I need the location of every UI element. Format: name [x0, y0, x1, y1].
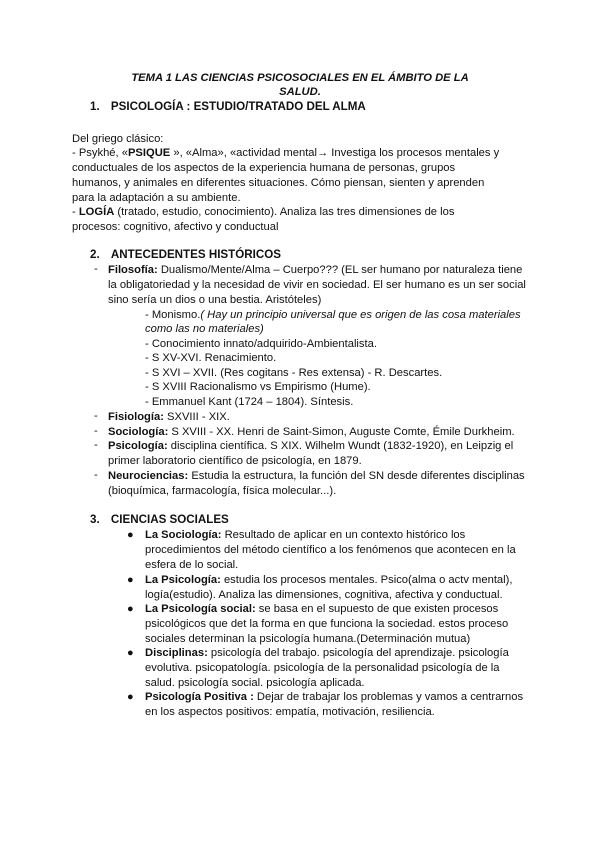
psicologia-social-item-line-2: psicológicos que det la forma en que funciona la sociedad. estos proceso: [145, 618, 509, 630]
sub-item: - Conocimiento innato/adquirido-Ambientalista.: [145, 338, 377, 350]
sociologia-item-label: La Sociología:: [145, 529, 222, 541]
title-line-2: SALUD.: [279, 86, 321, 98]
section-3-heading: [90, 513, 229, 526]
sub-item: - Emmanuel Kant (1724 – 1804). Síntesis.: [145, 396, 354, 408]
section-1-psique-line: [72, 146, 499, 160]
psique-bold: PSIQUE: [127, 147, 171, 159]
filosofia-line-3: sino sería un dios o una bestia. Aristóteles): [108, 294, 322, 306]
document-title-cont: [0, 86, 600, 98]
neuro-text: Estudia la estructura, la función del SN desde diferentes disciplinas: [188, 470, 525, 482]
psicologia-item-line-1: [145, 573, 512, 587]
psicologia-label: Psicología:: [108, 440, 168, 452]
fisiologia-dash: -: [94, 410, 98, 422]
title-line-1: TEMA 1 LAS CIENCIAS PSICOSOCIALES EN EL ÁMBITO DE LA: [131, 72, 469, 84]
sociologia-label: Sociología:: [108, 426, 169, 438]
sociologia-text: S XVIII - XX. Henri de Saint-Simon, Auguste Comte, Émile Durkheim.: [168, 426, 515, 438]
bullet-dot: ●: [127, 647, 134, 659]
psique-prefix: - Psykhé, «: [72, 147, 128, 159]
section-1-number: 1.: [90, 100, 100, 113]
section-1-line-5: para la adaptación a su ambiente.: [72, 192, 241, 204]
positiva-item-line-1: [145, 690, 523, 704]
section-1-intro: Del griego clásico:: [72, 133, 164, 145]
psicologia-social-item-label: La Psicología social:: [145, 603, 256, 615]
document-title: [0, 72, 600, 84]
psicologia-item-text: estudia los procesos mentales. Psico(alma o actv mental),: [220, 574, 513, 586]
monismo-label: - Monismo.: [145, 309, 201, 321]
psicologia-text: disciplina científica. S XIX. Wilhelm Wundt (1832-1920), en Leipzig el: [167, 440, 514, 452]
logia-prefix: -: [72, 206, 79, 218]
section-1-logia-line: [72, 205, 454, 219]
section-2-title: ANTECEDENTES HISTÓRICOS: [110, 248, 281, 261]
sociologia-item-line-3: esfera de lo social.: [145, 559, 239, 571]
filosofia-label: Filosofía:: [108, 264, 158, 276]
fisiologia-label: Fisiología:: [108, 411, 164, 423]
monismo-note-line-2: como las no materiales): [145, 323, 264, 335]
psicologia-item-label: La Psicología:: [145, 574, 221, 586]
filosofia-text: Dualismo/Mente/Alma – Cuerpo??? (EL ser humano por naturaleza tiene: [157, 264, 523, 276]
sociologia-item-line-2: procedimientos del método científico a los fenómenos que acontecen en la: [145, 544, 516, 556]
section-1-heading: [90, 100, 366, 113]
section-1-line-7: procesos: cognitivo, afectivo y conductual: [72, 221, 279, 233]
bullet-dot: ●: [127, 574, 134, 586]
psique-rest: », «Alma», «actividad mental→ Investiga los procesos mentales y: [170, 147, 500, 159]
logia-rest: (tratado, estudio, conocimiento). Analiza las tres dimensiones de los: [114, 206, 455, 218]
monismo-note: ( Hay un principio universal que es origen de las cosa materiales: [200, 309, 521, 321]
psicologia-social-item-text: se basa en el supuesto de que existen procesos: [255, 603, 499, 615]
section-3-number: 3.: [90, 513, 100, 526]
filosofia-line-1: [108, 263, 522, 277]
sociologia-dash: -: [94, 425, 98, 437]
section-2-number: 2.: [90, 248, 100, 261]
sociologia-item-text: Resultado de aplicar en un contexto histórico los: [221, 529, 466, 541]
sub-item: - S XV-XVI. Renacimiento.: [145, 352, 277, 364]
psicologia-dash: -: [94, 439, 98, 451]
monismo-line: [145, 308, 521, 322]
neuro-line-2: (bioquímica, farmacología, física molecular...).: [108, 485, 337, 497]
filosofia-dash: -: [94, 263, 98, 275]
disciplinas-item-text: psicología del trabajo. psicología del aprendizaje. psicología: [207, 647, 509, 659]
sub-item: - S XVI – XVII. (Res cogitans - Res extensa) - R. Descartes.: [145, 367, 443, 379]
sub-item: - S XVIII Racionalismo vs Empirismo (Hume).: [145, 381, 371, 393]
neuro-dash: -: [94, 469, 98, 481]
disciplinas-item-line-3: salud. psicología social. psicología aplicada.: [145, 677, 365, 689]
psicologia-social-item-line-3: sociales determinan la psicología humana.(Determinación mutua): [145, 633, 471, 645]
sociologia-item-line-1: [145, 528, 465, 542]
disciplinas-item-line-2: evolutiva. psicopatología. psicología de la personalidad psicología de la: [145, 662, 500, 674]
fisiologia-line: [108, 410, 230, 424]
neuro-label: Neurociencias:: [108, 470, 189, 482]
section-1-line-3: conductuales de los aspectos de la experiencia humana de personas, grupos: [72, 162, 456, 174]
psicologia-social-item-line-1: [145, 602, 498, 616]
section-2-heading: [90, 248, 281, 261]
positiva-item-text: Dejar de trabajar los problemas y vamos a centrarnos: [253, 691, 524, 703]
section-1-line-4: humanos, y animales en diferentes situaciones. Cómo piensan, sienten y aprenden: [72, 177, 485, 189]
positiva-item-label: Psicología Positiva :: [145, 691, 254, 703]
bullet-dot: ●: [127, 691, 134, 703]
psicologia-item-line-2: logía(estudio). Analiza las dimensiones, cognitiva, afectiva y conductual.: [145, 589, 503, 601]
disciplinas-item-label: Disciplinas:: [145, 647, 208, 659]
psicologia-line-1: [108, 439, 513, 453]
logia-bold: LOGÍA: [78, 206, 115, 218]
section-3-title: CIENCIAS SOCIALES: [110, 513, 229, 526]
bullet-dot: ●: [127, 529, 134, 541]
positiva-item-line-2: en los aspectos positivos: empatía, motivación, resiliencia.: [145, 706, 435, 718]
fisiologia-text: SXVIII - XIX.: [163, 411, 230, 423]
neuro-line-1: [108, 469, 525, 483]
filosofia-line-2: la obligatoriedad y la necesidad de vivir en sociedad. El ser humano es un ser social: [108, 279, 526, 291]
bullet-dot: ●: [127, 603, 134, 615]
disciplinas-item-line-1: [145, 646, 509, 660]
section-1-title: PSICOLOGÍA : ESTUDIO/TRATADO DEL ALMA: [110, 100, 366, 113]
sociologia-line: [108, 425, 515, 439]
psicologia-line-2: primer laboratorio científico de psicología, en 1879.: [108, 455, 362, 467]
